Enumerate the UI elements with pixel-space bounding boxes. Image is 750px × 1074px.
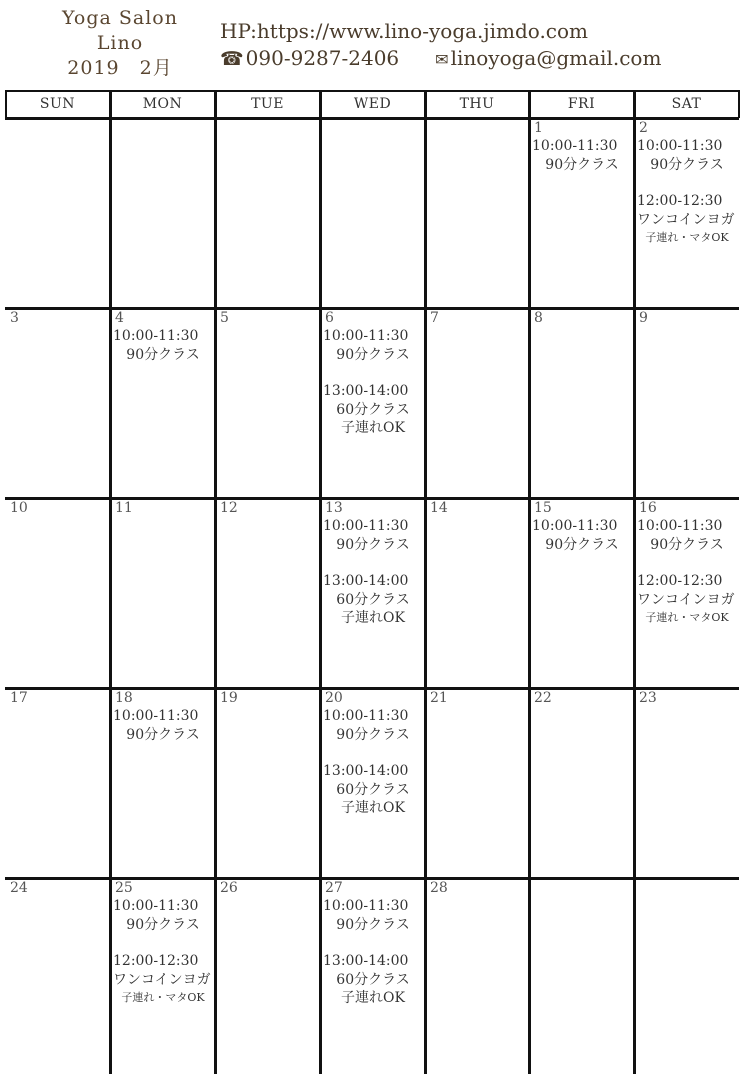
weekday-thu: THU <box>459 96 495 112</box>
day-cell <box>532 120 632 174</box>
class-entry: 10:00-11:30 <box>637 138 723 154</box>
day-number: 21 <box>430 690 448 706</box>
spacer <box>323 554 423 572</box>
day-cell <box>113 500 213 517</box>
day-number: 18 <box>115 690 133 706</box>
day-cell <box>637 120 737 246</box>
class-entry: 60分クラス <box>336 401 410 418</box>
day-number: 7 <box>430 310 439 326</box>
class-entry: 90分クラス <box>126 726 200 743</box>
grid-line-col-1 <box>109 90 112 1074</box>
class-entry: 10:00-11:30 <box>532 138 618 154</box>
salon-title <box>40 6 200 81</box>
email-address[interactable]: linoyoga@gmail.com <box>450 46 662 70</box>
spacer <box>323 934 423 952</box>
weekday-sat: SAT <box>671 96 702 112</box>
day-number: 22 <box>534 690 552 706</box>
class-entry: 60分クラス <box>336 781 410 798</box>
class-entry: 90分クラス <box>545 156 619 173</box>
class-entry: 子連れ・マタOK <box>645 611 729 624</box>
day-number: 8 <box>534 310 543 326</box>
day-number: 10 <box>10 500 28 516</box>
envelope-icon: ✉ <box>435 50 449 69</box>
class-entry: 60分クラス <box>336 971 410 988</box>
class-entry: 13:00-14:00 <box>323 573 409 589</box>
calendar-grid <box>5 90 739 1074</box>
day-cell <box>218 310 318 327</box>
day-number: 25 <box>115 880 133 896</box>
class-entry: 90分クラス <box>336 346 410 363</box>
class-entry: 90分クラス <box>650 536 724 553</box>
day-number: 2 <box>639 120 648 136</box>
class-entry: 子連れOK <box>341 990 405 1006</box>
class-entry: 12:00-12:30 <box>637 193 723 209</box>
class-entry: 90分クラス <box>126 916 200 933</box>
day-cell <box>218 880 318 897</box>
day-cell <box>637 500 737 626</box>
class-entry: 10:00-11:30 <box>113 898 199 914</box>
day-cell <box>218 500 318 517</box>
day-number: 27 <box>325 880 343 896</box>
day-number: 9 <box>639 310 648 326</box>
class-entry: 90分クラス <box>545 536 619 553</box>
day-number: 11 <box>115 500 133 516</box>
class-entry: 90分クラス <box>650 156 724 173</box>
day-number: 1 <box>534 120 543 136</box>
day-number: 6 <box>325 310 334 326</box>
day-number: 19 <box>220 690 238 706</box>
day-number: 23 <box>639 690 657 706</box>
class-entry: 子連れOK <box>341 610 405 626</box>
class-entry: 60分クラス <box>336 591 410 608</box>
day-number: 26 <box>220 880 238 896</box>
class-entry: 10:00-11:30 <box>323 328 409 344</box>
class-entry: ワンコインヨガ <box>637 591 735 608</box>
class-entry: 10:00-11:30 <box>113 708 199 724</box>
day-cell <box>8 880 108 897</box>
day-cell <box>428 880 527 897</box>
day-cell <box>428 310 527 327</box>
spacer <box>637 174 737 192</box>
day-cell <box>218 690 318 707</box>
day-number: 24 <box>10 880 28 896</box>
day-number: 20 <box>325 690 343 706</box>
day-cell <box>637 690 737 707</box>
grid-line-col-2 <box>214 90 217 1074</box>
class-entry: 子連れOK <box>341 420 405 436</box>
day-cell <box>323 500 423 628</box>
day-number: 4 <box>115 310 124 326</box>
header <box>0 0 750 90</box>
grid-line-col-4 <box>424 90 427 1074</box>
month-label: 2019 2月 <box>67 57 173 79</box>
class-entry: 90分クラス <box>336 536 410 553</box>
class-entry: 10:00-11:30 <box>113 328 199 344</box>
class-entry: 10:00-11:30 <box>637 518 723 534</box>
homepage-link[interactable]: HP:https://www.lino-yoga.jimdo.com <box>220 19 589 43</box>
class-entry: 子連れ・マタOK <box>645 231 729 244</box>
grid-line-col-3 <box>319 90 322 1074</box>
telephone-icon: ☎ <box>220 48 244 70</box>
class-entry: 12:00-12:30 <box>637 573 723 589</box>
day-cell <box>532 310 632 327</box>
grid-line-col-6 <box>633 90 636 1074</box>
day-cell <box>323 690 423 818</box>
spacer <box>113 934 213 952</box>
day-cell <box>532 690 632 707</box>
weekday-tue: TUE <box>251 96 284 112</box>
day-number: 3 <box>10 310 19 326</box>
day-cell <box>8 690 108 707</box>
class-entry: 子連れ・マタOK <box>121 991 205 1004</box>
weekday-sun: SUN <box>39 96 76 112</box>
salon-name: Yoga Salon <box>62 7 178 29</box>
day-cell <box>637 310 737 327</box>
contact-info <box>220 18 661 73</box>
day-cell <box>8 310 108 327</box>
class-entry: 子連れOK <box>341 800 405 816</box>
day-number: 14 <box>430 500 448 516</box>
class-entry: 13:00-14:00 <box>323 383 409 399</box>
class-entry: ワンコインヨガ <box>113 971 211 988</box>
day-number: 15 <box>534 500 552 516</box>
day-cell <box>428 690 527 707</box>
weekday-fri: FRI <box>567 96 596 112</box>
day-number: 5 <box>220 310 229 326</box>
class-entry: 90分クラス <box>336 726 410 743</box>
grid-line-col-5 <box>528 90 531 1074</box>
day-cell <box>323 310 423 438</box>
day-number: 13 <box>325 500 343 516</box>
day-number: 17 <box>10 690 28 706</box>
class-entry: 90分クラス <box>126 346 200 363</box>
day-cell <box>323 880 423 1008</box>
class-entry: 13:00-14:00 <box>323 763 409 779</box>
weekday-mon: MON <box>142 96 183 112</box>
weekday-wed: WED <box>353 96 392 112</box>
day-number: 16 <box>639 500 657 516</box>
spacer <box>323 744 423 762</box>
class-entry: 13:00-14:00 <box>323 953 409 969</box>
class-entry: 10:00-11:30 <box>323 708 409 724</box>
class-entry: 12:00-12:30 <box>113 953 199 969</box>
day-cell <box>113 880 213 1006</box>
spacer <box>637 554 737 572</box>
class-entry: 10:00-11:30 <box>532 518 618 534</box>
day-cell <box>532 500 632 554</box>
day-number: 12 <box>220 500 238 516</box>
salon-sub: Lino <box>96 32 144 54</box>
spacer <box>323 364 423 382</box>
day-number: 28 <box>430 880 448 896</box>
phone-number[interactable]: 090-9287-2406 <box>245 46 400 70</box>
class-entry: 90分クラス <box>336 916 410 933</box>
class-entry: 10:00-11:30 <box>323 518 409 534</box>
day-cell <box>8 500 108 517</box>
day-cell <box>113 310 213 364</box>
day-cell <box>113 690 213 744</box>
class-entry: 10:00-11:30 <box>323 898 409 914</box>
class-entry: ワンコインヨガ <box>637 211 735 228</box>
day-cell <box>428 500 527 517</box>
